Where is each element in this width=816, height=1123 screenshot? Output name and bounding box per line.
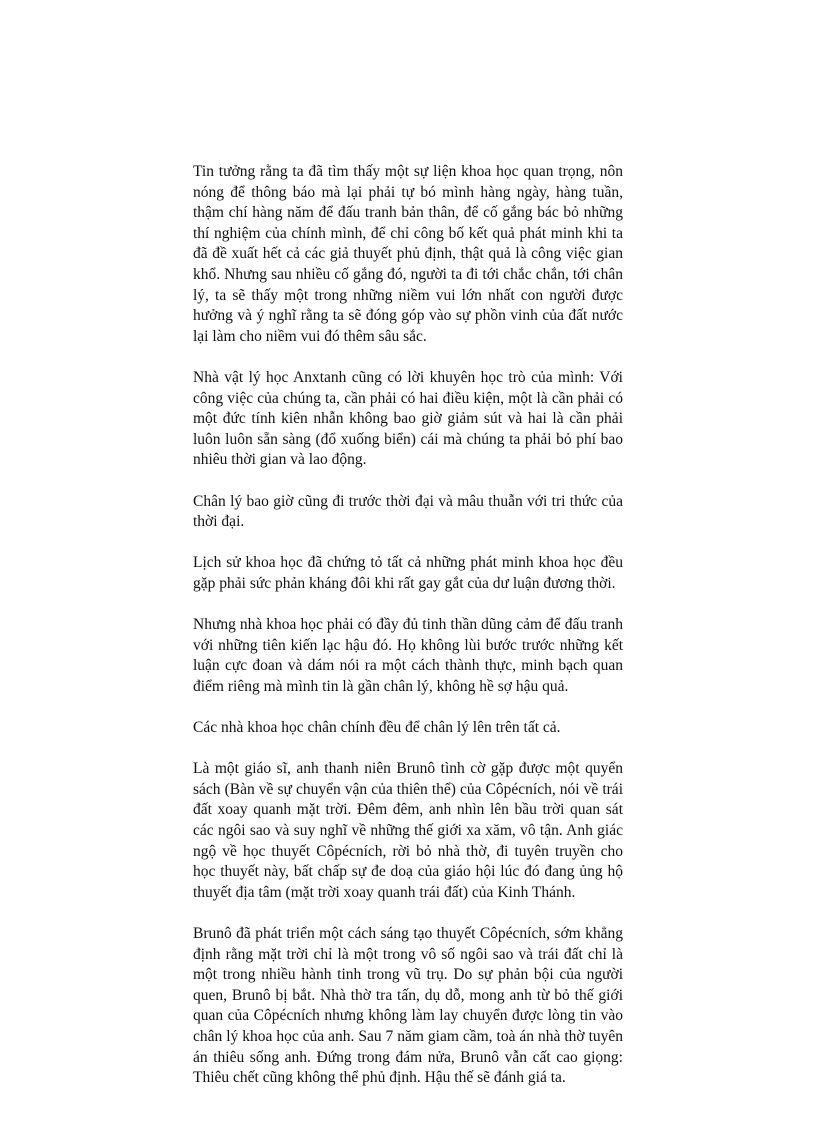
- paragraph-5: Nhưng nhà khoa học phải có đầy đủ tinh thần dũng cảm để đấu tranh với những tiên kiến lạc hậu đó. Họ không lùi bước trước những kết luận cực đoan và dám nói ra một cách thành thực, minh bạch quan điểm riêng mà mình tin là gần chân lý, không hề sợ hậu quả.: [193, 616, 623, 695]
- paragraph-1: Tin tưởng rằng ta đã tìm thấy một sự liện khoa học quan trọng, nôn nóng để thông báo mà lại phải tự bó mình hàng ngày, hàng tuần, thậm chí hàng năm để đấu tranh bản thân, để cố gắng bác bỏ những thí nghiệm của chính mình, để chỉ công bố kết quả phát minh khi ta đã đề xuất hết cả các giả thuyết phủ định, thật quả là công việc gian khổ. Nhưng sau nhiều cố gắng đó, người ta đi tới chắc chắn, tới chân lý, ta sẽ thấy một trong những niềm vui lớn nhất con người được hưởng và ý nghĩ rằng ta sẽ đóng góp vào sự phồn vinh của đất nước lại làm cho niềm vui đó thêm sâu sắc.: [193, 163, 623, 345]
- paragraph-2: Nhà vật lý học Anxtanh cũng có lời khuyên học trò của mình: Với công việc của chúng ta, cần phải có hai điều kiện, một là cần phải có một đức tính kiên nhẫn không bao giờ giảm sút và hai là cần phải luôn luôn sẵn sàng (đổ xuống biển) cái mà chúng ta phải bỏ phí bao nhiêu thời gian và lao động.: [193, 368, 623, 469]
- paragraph-7: Là một giáo sĩ, anh thanh niên Brunô tình cờ gặp được một quyển sách (Bàn về sự chuyển vận của thiên thể) của Côpécních, nói về trái đất xoay quanh mặt trời. Đêm đêm, anh nhìn lên bầu trời quan sát các ngôi sao và suy nghĩ về những thế giới xa xăm, vô tận. Anh giác ngộ về học thuyết Côpécních, rời bỏ nhà thờ, đi tuyên truyền cho học thuyết này, bất chấp sự đe doạ của giáo hội lúc đó đang ủng hộ thuyết địa tâm (mặt trời xoay quanh trái đất) của Kinh Thánh.: [193, 760, 623, 901]
- paragraph-4: Lịch sử khoa học đã chứng tỏ tất cả những phát minh khoa học đều gặp phải sức phản kháng đôi khi rất gay gắt của dư luận đương thời.: [193, 554, 623, 592]
- paragraph-8: Brunô đã phát triển một cách sáng tạo thuyết Côpécních, sớm khẳng định rằng mặt trời chỉ là một trong vô số ngôi sao và trái đất chỉ là một trong nhiều hành tinh trong vũ trụ. Do sự phản bội của người quen, Brunô bị bắt. Nhà thờ tra tấn, dụ dỗ, mong anh từ bỏ thế giới quan của Côpécních nhưng không làm lay chuyển được lòng tin vào chân lý khoa học của anh. Sau 7 năm giam cầm, toà án nhà thờ tuyên án thiêu sống anh. Đứng trong đám nửa, Brunô vẫn cất cao giọng: Thiêu chết cũng không thể phủ định. Hậu thế sẽ đánh giá ta.: [193, 924, 623, 1087]
- paragraph-3: Chân lý bao giờ cũng đi trước thời đại và mâu thuẫn với tri thức của thời đại.: [193, 492, 623, 531]
- paragraph-6: Các nhà khoa học chân chính đều để chân lý lên trên tất cả.: [193, 719, 561, 737]
- document-body: [193, 162, 623, 1089]
